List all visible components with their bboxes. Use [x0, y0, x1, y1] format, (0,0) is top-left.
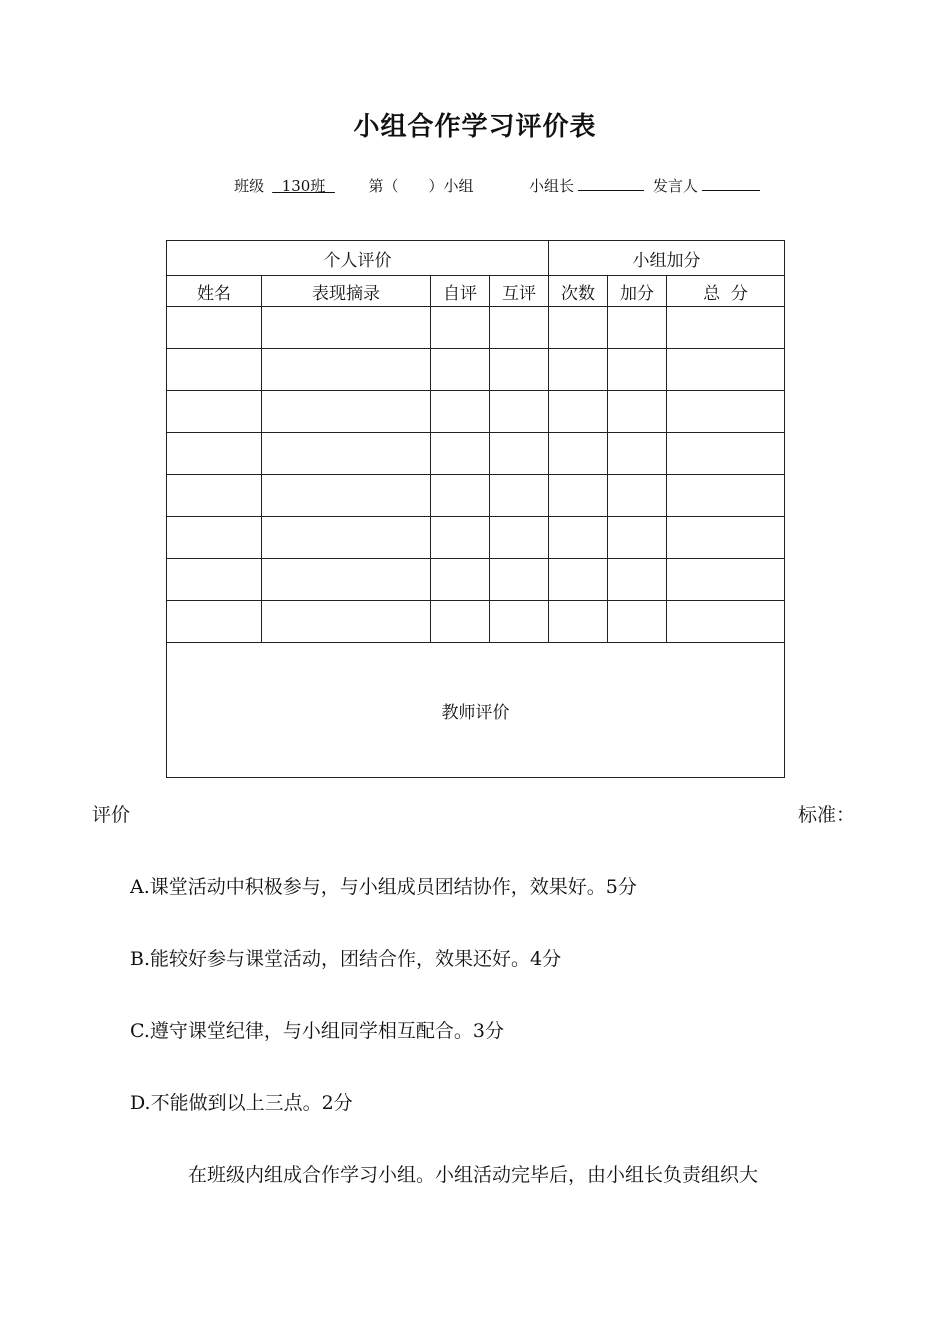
table-row [167, 517, 785, 559]
cell[interactable] [608, 517, 667, 559]
cell[interactable] [167, 517, 262, 559]
teacher-eval-row [167, 643, 785, 778]
table-row [167, 475, 785, 517]
criteria-item-d: D.不能做到以上三点。2分 [130, 1092, 353, 1114]
col-total: 总 分 [667, 276, 785, 307]
cell[interactable] [549, 559, 608, 601]
table-row [167, 349, 785, 391]
cell[interactable] [608, 433, 667, 475]
cell[interactable] [262, 517, 431, 559]
table-row [167, 601, 785, 643]
teacher-eval-cell[interactable] [167, 643, 785, 778]
cell[interactable] [608, 475, 667, 517]
cell[interactable] [167, 559, 262, 601]
teacher-eval-label: 教师评价 [441, 702, 510, 723]
cell[interactable] [549, 433, 608, 475]
leader-blank[interactable] [578, 175, 644, 191]
cell[interactable] [167, 601, 262, 643]
cell[interactable] [667, 433, 785, 475]
col-self-eval: 自评 [431, 276, 490, 307]
cell[interactable] [549, 349, 608, 391]
cell[interactable] [549, 391, 608, 433]
cell[interactable] [262, 601, 431, 643]
col-performance: 表现摘录 [262, 276, 431, 307]
cell[interactable] [667, 475, 785, 517]
cell[interactable] [431, 349, 490, 391]
table-row [167, 391, 785, 433]
col-bonus: 加分 [608, 276, 667, 307]
col-count: 次数 [549, 276, 608, 307]
cell[interactable] [490, 349, 549, 391]
criteria-heading-right: 标准： [798, 804, 856, 826]
cell[interactable] [262, 475, 431, 517]
class-label: 班级 [234, 177, 265, 195]
cell[interactable] [431, 559, 490, 601]
cell[interactable] [262, 391, 431, 433]
page-title: 小组合作学习评价表 [353, 112, 597, 142]
speaker-blank[interactable] [702, 175, 760, 191]
cell[interactable] [608, 391, 667, 433]
cell[interactable] [490, 307, 549, 349]
criteria-item-b: B.能较好参与课堂活动，团结合作，效果还好。4分 [130, 948, 562, 970]
cell[interactable] [431, 391, 490, 433]
cell[interactable] [667, 391, 785, 433]
cell[interactable] [431, 307, 490, 349]
table-row [167, 433, 785, 475]
cell[interactable] [549, 601, 608, 643]
cell[interactable] [167, 475, 262, 517]
cell[interactable] [608, 307, 667, 349]
cell[interactable] [490, 475, 549, 517]
criteria-item-c: C.遵守课堂纪律，与小组同学相互配合。3分 [130, 1020, 504, 1042]
criteria-item-a: A.课堂活动中积极参与，与小组成员团结协作，效果好。5分 [130, 876, 637, 898]
cell[interactable] [262, 307, 431, 349]
cell[interactable] [549, 517, 608, 559]
cell[interactable] [262, 349, 431, 391]
cell[interactable] [490, 433, 549, 475]
group-suffix: ）小组 [428, 177, 474, 195]
cell[interactable] [667, 349, 785, 391]
cell[interactable] [431, 433, 490, 475]
cell[interactable] [490, 601, 549, 643]
cell[interactable] [667, 559, 785, 601]
cell[interactable] [667, 307, 785, 349]
col-peer-eval: 互评 [490, 276, 549, 307]
section-header-row [167, 241, 785, 276]
cell[interactable] [431, 475, 490, 517]
cell[interactable] [262, 559, 431, 601]
cell[interactable] [608, 559, 667, 601]
cell[interactable] [431, 517, 490, 559]
cell[interactable] [490, 517, 549, 559]
body-paragraph: 在班级内组成合作学习小组。小组活动完毕后，由小组长负责组织大 [188, 1164, 759, 1186]
table-row [167, 307, 785, 349]
cell[interactable] [549, 475, 608, 517]
evaluation-table [166, 240, 785, 778]
section-group: 小组加分 [549, 241, 785, 276]
criteria-heading-left: 评价 [92, 804, 131, 826]
cell[interactable] [667, 601, 785, 643]
cell[interactable] [608, 349, 667, 391]
cell[interactable] [167, 433, 262, 475]
cell[interactable] [262, 433, 431, 475]
col-name: 姓名 [167, 276, 262, 307]
info-line [0, 175, 950, 196]
group-prefix: 第（ [368, 177, 399, 195]
cell[interactable] [608, 601, 667, 643]
cell[interactable] [667, 517, 785, 559]
cell[interactable] [431, 601, 490, 643]
section-individual: 个人评价 [167, 241, 549, 276]
cell[interactable] [167, 349, 262, 391]
speaker-label: 发言人 [652, 177, 698, 195]
column-header-row [167, 276, 785, 307]
cell[interactable] [167, 391, 262, 433]
table-row [167, 559, 785, 601]
cell[interactable] [167, 307, 262, 349]
leader-label: 小组长 [529, 177, 575, 195]
cell[interactable] [549, 307, 608, 349]
cell[interactable] [490, 559, 549, 601]
class-value[interactable]: 130班 [281, 177, 326, 195]
cell[interactable] [490, 391, 549, 433]
